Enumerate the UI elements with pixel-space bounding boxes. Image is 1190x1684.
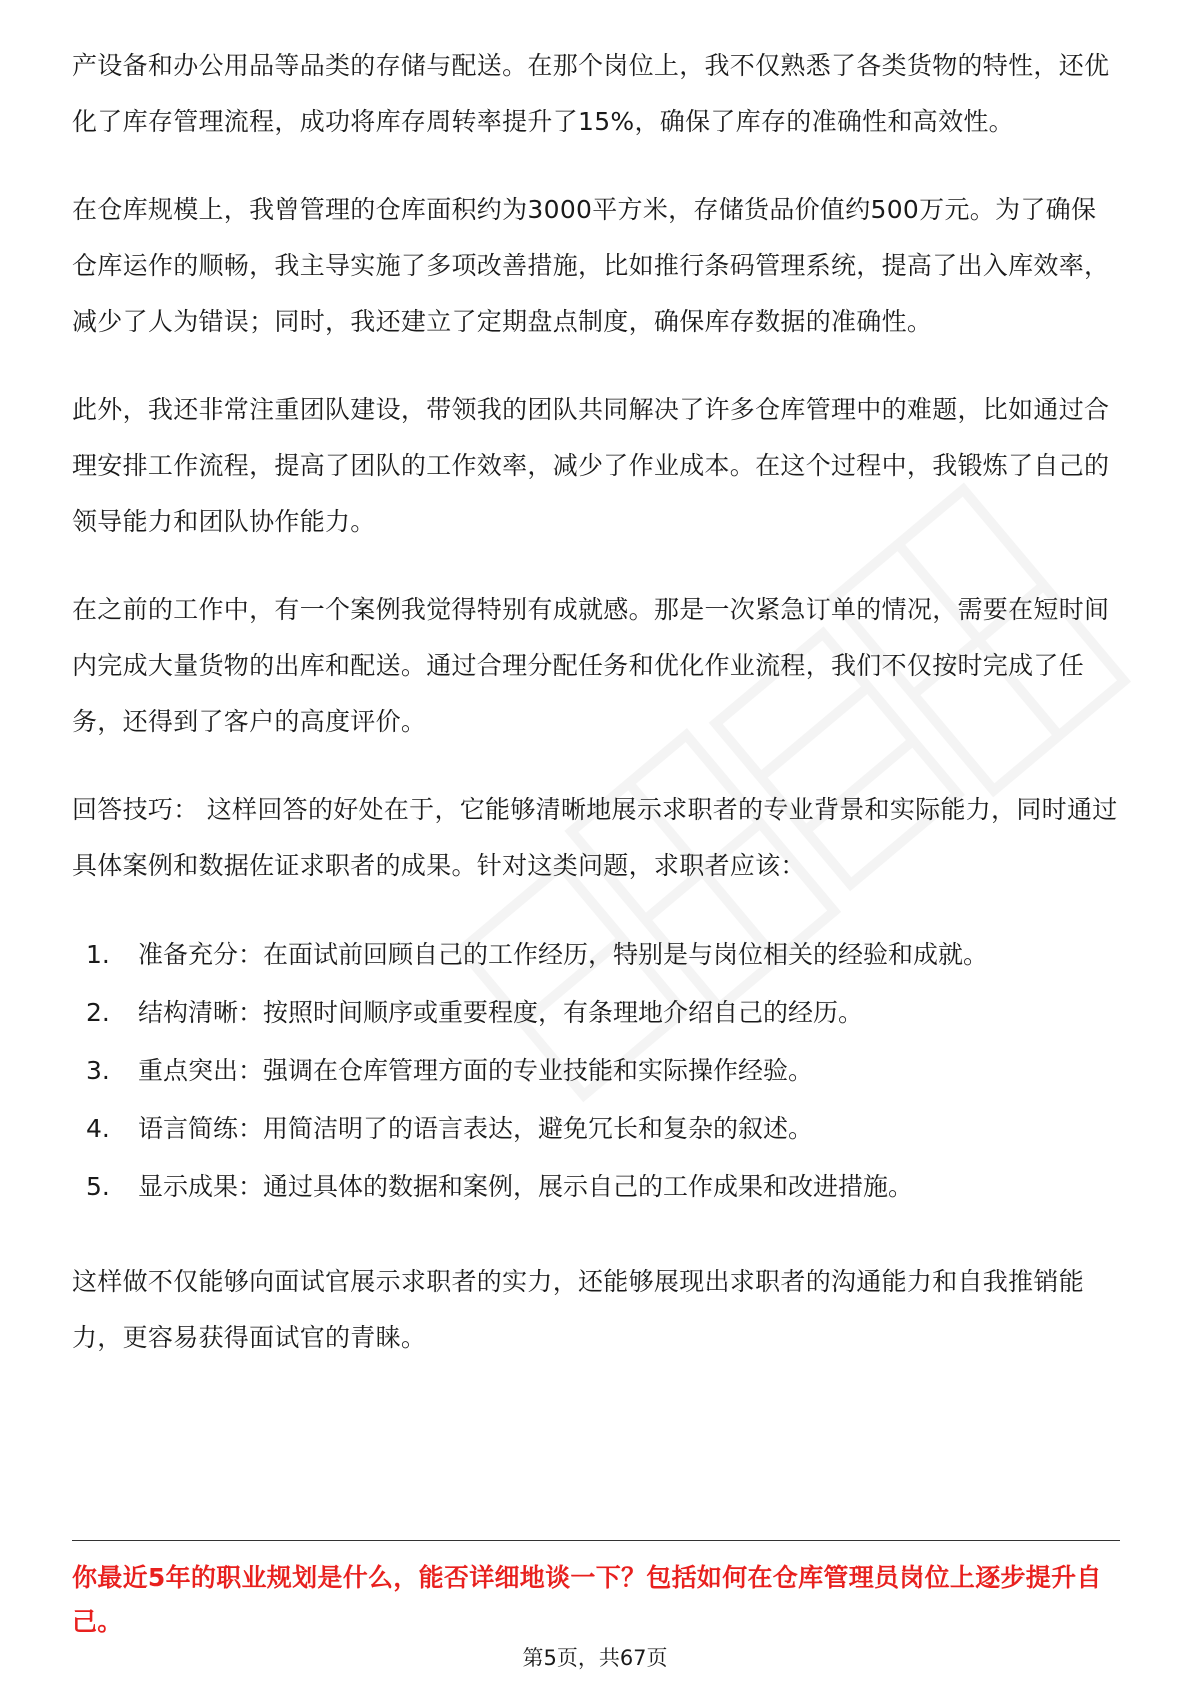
list-number: 1. — [86, 940, 110, 969]
list-text: 语言简练：用简洁明了的语言表达，避免冗长和复杂的叙述。 — [138, 1114, 814, 1143]
list-text: 重点突出：强调在仓库管理方面的专业技能和实际操作经验。 — [138, 1056, 814, 1085]
paragraph-case: 在之前的工作中，有一个案例我觉得特别有成就感。那是一次紧急订单的情况，需要在短时间内完成大量货物的出库和配送。通过合理分配任务和优化作业流程，我们不仅按时完成了任务，还得到了客户的高度评价。 — [72, 595, 1110, 736]
paragraph-closing: 这样做不仅能够向面试官展示求职者的实力，还能够展现出求职者的沟通能力和自我推销能力，更容易获得面试官的青睐。 — [72, 1267, 1085, 1352]
paragraph-experience: 产设备和办公用品等品类的存储与配送。在那个岗位上，我不仅熟悉了各类货物的特性，还优化了库存管理流程，成功将库存周转率提升了15%，确保了库存的准确性和高效性。 — [72, 51, 1110, 136]
list-text: 显示成果：通过具体的数据和案例，展示自己的工作成果和改进措施。 — [138, 1172, 914, 1201]
list-item — [72, 1100, 1120, 1158]
list-number: 5. — [86, 1172, 110, 1201]
paragraph-answer-tips: 回答技巧： 这样回答的好处在于，它能够清晰地展示求职者的专业背景和实际能力，同时通过具体案例和数据佐证求职者的成果。针对这类问题，求职者应该： — [72, 795, 1118, 880]
next-question-heading: 你最近5年的职业规划是什么，能否详细地谈一下？包括如何在仓库管理员岗位上逐步提升自己。 — [72, 1563, 1102, 1636]
section-divider — [72, 1540, 1120, 1541]
list-number: 3. — [86, 1056, 110, 1085]
list-item — [72, 926, 1120, 984]
page-number-footer: 第5页，共67页 — [522, 1646, 668, 1670]
list-item — [72, 1042, 1120, 1100]
list-text: 结构清晰：按照时间顺序或重要程度，有条理地介绍自己的经历。 — [138, 998, 864, 1027]
paragraph-team-building: 此外，我还非常注重团队建设，带领我的团队共同解决了许多仓库管理中的难题，比如通过合理安排工作流程，提高了团队的工作效率，减少了作业成本。在这个过程中，我锻炼了自己的领导能力和团队协作能力。 — [72, 395, 1110, 536]
list-item — [72, 1158, 1120, 1216]
paragraph-warehouse-scale: 在仓库规模上，我曾管理的仓库面积约为3000平方米，存储货品价值约500万元。为了确保仓库运作的顺畅，我主导实施了多项改善措施，比如推行条码管理系统，提高了出入库效率，减少了人为错误；同时，我还建立了定期盘点制度，确保库存数据的准确性。 — [72, 195, 1110, 336]
tips-list — [72, 926, 1120, 1216]
list-item — [72, 984, 1120, 1042]
list-number: 4. — [86, 1114, 110, 1143]
list-number: 2. — [86, 998, 110, 1027]
main-content — [72, 38, 1120, 1398]
list-text: 准备充分：在面试前回顾自己的工作经历，特别是与岗位相关的经验和成就。 — [138, 940, 989, 969]
